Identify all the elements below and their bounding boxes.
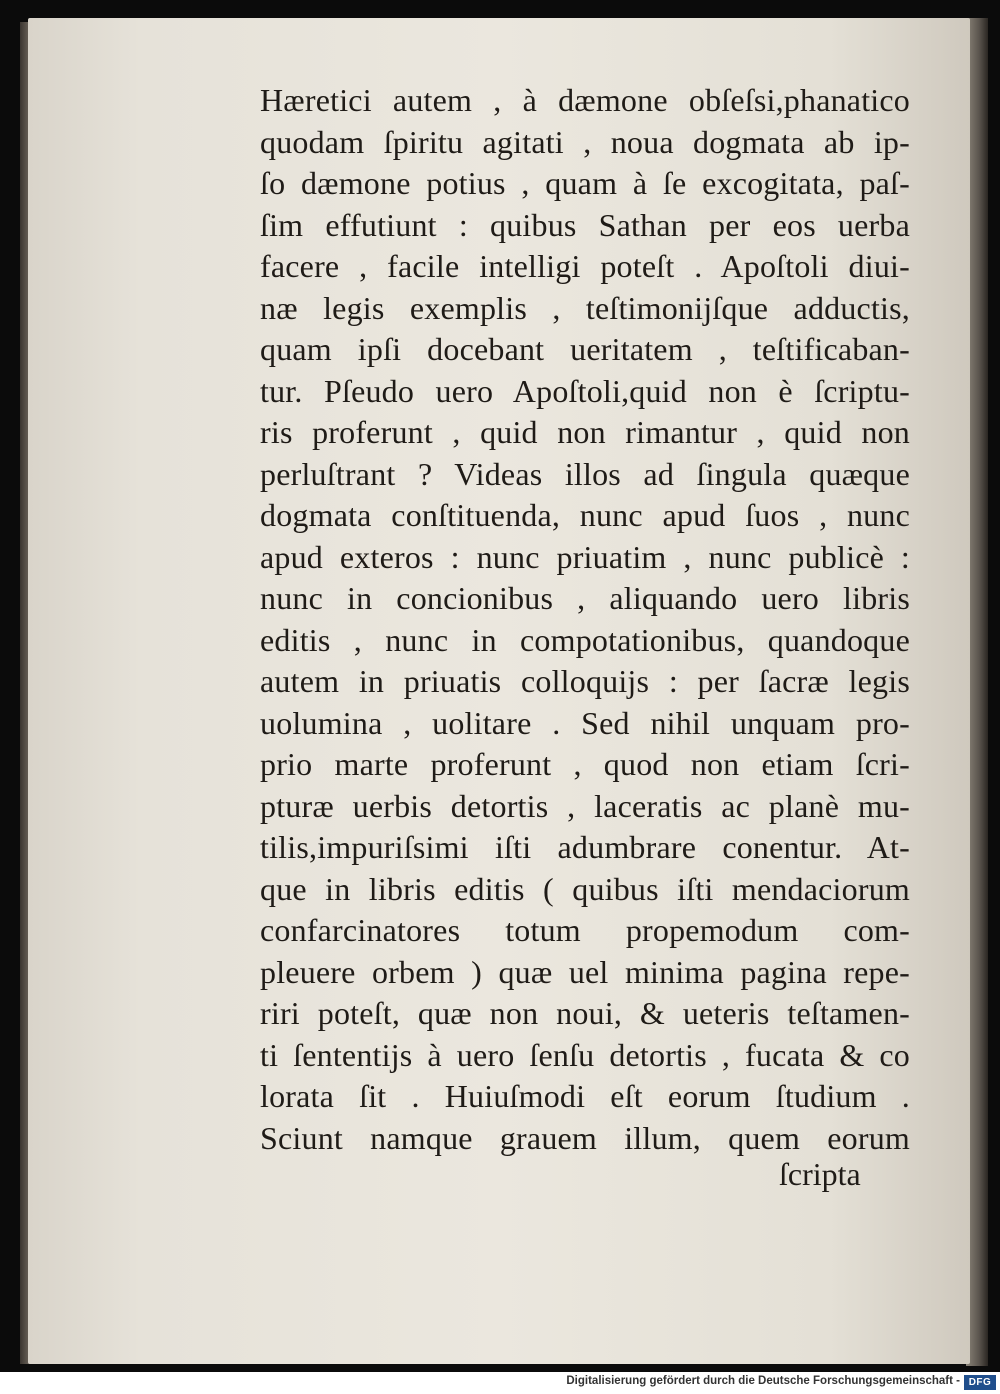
text-line: næ legis exemplis , teſtimonijſque adductis, [260, 289, 910, 326]
text-line: Hæretici autem , à dæmone obſeſsi,phanatico [260, 82, 910, 118]
catchword: ſcripta [779, 1156, 861, 1192]
text-line: pturæ uerbis detortis , laceratis ac planè mu- [260, 787, 910, 824]
footer-bar [0, 1372, 1000, 1394]
text-line: pleuere orbem ) quæ uel minima pagina repe- [260, 953, 910, 990]
footer-credit: Digitalisierung gefördert durch die Deutsche Forschungsgemeinschaft - [566, 1375, 960, 1387]
text-line: dogmata conſtituenda, nunc apud ſuos , nunc [260, 497, 910, 533]
text-line: que in libris editis ( quibus iſti mendaciorum [260, 870, 910, 907]
text-line: autem in priuatis colloquijs : per ſacræ legis [260, 663, 910, 699]
dfg-logo-icon[interactable]: DFG [964, 1375, 996, 1390]
text-line: tilis,impuriſsimi iſti adumbrare conentur. At- [260, 829, 910, 865]
text-line: ſo dæmone potius , quam à ſe excogitata, paſ- [260, 165, 910, 201]
text-line: ſim effutiunt : quibus Sathan per eos uerba [260, 206, 910, 243]
text-line: editis , nunc in compotationibus, quandoque [260, 621, 910, 658]
text-line: apud exteros : nunc priuatim , nunc publicè : [260, 538, 910, 575]
text-line: ris proferunt , quid non rimantur , quid non [260, 414, 910, 450]
text-line: perluſtrant ? Videas illos ad ſingula quæque [260, 455, 910, 492]
body-text [260, 80, 910, 1159]
text-line: tur. Pſeudo uero Apoſtoli,quid non è ſcriptu- [260, 372, 910, 409]
text-line: lorata ſit . Huiuſmodi eſt eorum ſtudium . [260, 1078, 910, 1114]
text-line: ti ſententijs à uero ſenſu detortis , fucata & co [260, 1036, 910, 1073]
text-line: riri poteſt, quæ non noui, & ueteris teſtamen- [260, 995, 910, 1031]
text-line: facere , facile intelligi poteſt . Apoſtoli diui- [260, 248, 910, 284]
text-line: Sciunt namque grauem illum, quem eorum [260, 1119, 910, 1156]
text-line: nunc in concionibus , aliquando uero libris [260, 580, 910, 616]
text-line: quam ipſi docebant ueritatem , teſtificaban- [260, 331, 910, 367]
text-line: prio marte proferunt , quod non etiam ſcri- [260, 746, 910, 782]
text-line: confarcinatores totum propemodum com- [260, 912, 910, 948]
text-line: quodam ſpiritu agitati , noua dogmata ab ip- [260, 123, 910, 160]
text-line: uolumina , uolitare . Sed nihil unquam pro- [260, 704, 910, 741]
